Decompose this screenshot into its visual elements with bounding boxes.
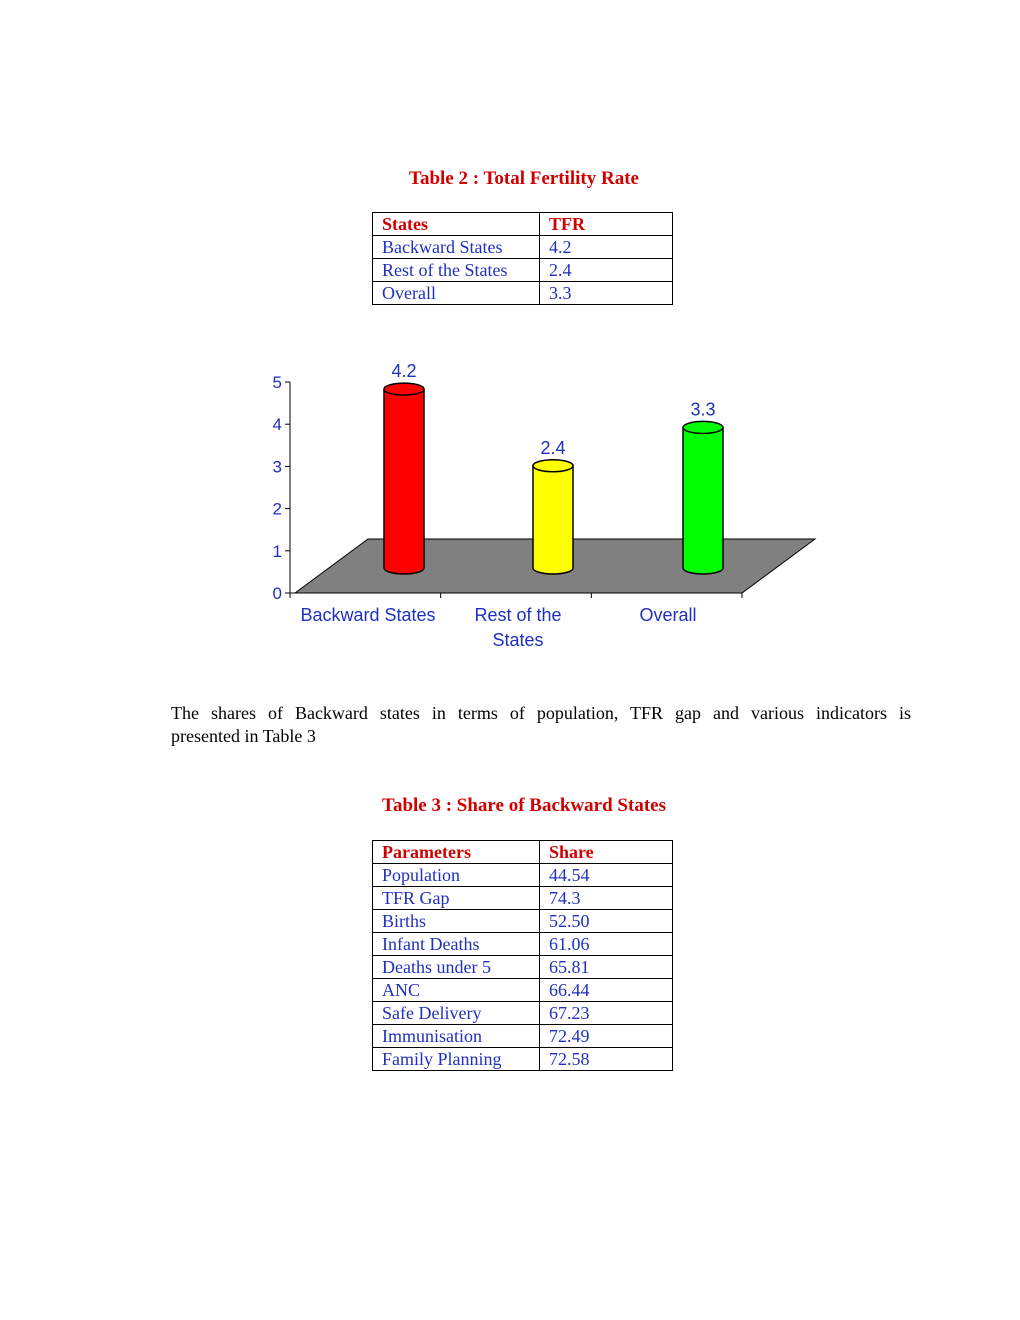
y-tick-label: 2 <box>272 499 282 519</box>
table-row <box>373 1048 673 1071</box>
header-states: States <box>373 213 540 236</box>
bar-3 <box>683 421 723 574</box>
header-tfr: TFR <box>540 213 673 236</box>
row-label: Infant Deaths <box>373 933 540 956</box>
row-label: Safe Delivery <box>373 1002 540 1025</box>
x-category-label: Overall <box>639 605 697 625</box>
header-share: Share <box>540 841 673 864</box>
bar-body <box>533 466 573 574</box>
y-tick-label: 5 <box>272 373 282 392</box>
table-row <box>373 979 673 1002</box>
row-label: Births <box>373 910 540 933</box>
table3-caption: Table 3 : Share of Backward States <box>382 795 666 816</box>
row-value: 3.3 <box>540 282 673 305</box>
row-label: Backward States <box>373 236 540 259</box>
row-value: 74.3 <box>540 887 673 910</box>
data-label: 3.3 <box>690 399 716 420</box>
body-paragraph <box>171 702 911 748</box>
bar-1 <box>384 383 424 574</box>
y-tick-label: 4 <box>272 415 282 435</box>
row-value: 65.81 <box>540 956 673 979</box>
data-label: 2.4 <box>540 437 566 458</box>
header-parameters: Parameters <box>373 841 540 864</box>
y-tick-label: 1 <box>272 541 282 561</box>
table-header-row <box>373 841 673 864</box>
x-category-label: Backward States <box>300 605 436 625</box>
table-row <box>373 887 673 910</box>
table2-caption: Table 2 : Total Fertility Rate <box>409 168 639 189</box>
row-value: 72.58 <box>540 1048 673 1071</box>
bar-top <box>533 460 573 472</box>
row-value: 2.4 <box>540 259 673 282</box>
y-tick-label: 0 <box>272 584 282 603</box>
row-value: 44.54 <box>540 864 673 887</box>
data-label: 4.2 <box>391 361 417 382</box>
table-row <box>373 933 673 956</box>
row-label: Population <box>373 864 540 887</box>
row-value: 52.50 <box>540 910 673 933</box>
table-row <box>373 1002 673 1025</box>
row-label: Overall <box>373 282 540 305</box>
row-label: Immunisation <box>373 1025 540 1048</box>
table-row <box>373 910 673 933</box>
row-value: 72.49 <box>540 1025 673 1048</box>
row-value: 67.23 <box>540 1002 673 1025</box>
table3 <box>372 840 673 1071</box>
y-tick-label: 3 <box>272 457 282 477</box>
bar-2 <box>533 460 573 574</box>
table-row <box>373 1025 673 1048</box>
table-row <box>373 864 673 887</box>
table-row <box>373 956 673 979</box>
paragraph-line-1: The shares of Backward states in terms of population, TFR gap and various indicators is <box>171 703 911 723</box>
x-category-label: Rest of the States <box>474 605 562 650</box>
row-value: 4.2 <box>540 236 673 259</box>
paragraph-line-2: presented in Table 3 <box>171 726 316 746</box>
row-label: Family Planning <box>373 1048 540 1071</box>
row-label: TFR Gap <box>373 887 540 910</box>
row-value: 66.44 <box>540 979 673 1002</box>
bar-body <box>384 389 424 574</box>
bar-body <box>683 427 723 574</box>
bar-top <box>384 383 424 395</box>
row-value: 61.06 <box>540 933 673 956</box>
bar-top <box>683 421 723 433</box>
row-label: Deaths under 5 <box>373 956 540 979</box>
row-label: Rest of the States <box>373 259 540 282</box>
row-label: ANC <box>373 979 540 1002</box>
